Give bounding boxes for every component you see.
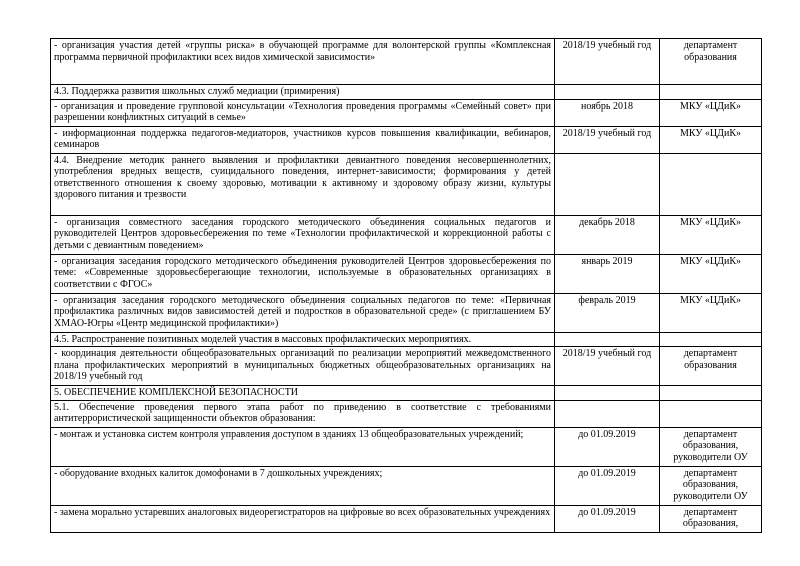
responsible-cell <box>660 85 762 100</box>
table-row <box>51 215 762 254</box>
date-cell: 2018/19 учебный год <box>555 39 660 85</box>
table-row <box>51 293 762 332</box>
date-cell: до 01.09.2019 <box>555 505 660 532</box>
responsible-cell: МКУ «ЦДиК» <box>660 215 762 254</box>
activity-cell: - организация и проведение групповой консультации «Технология проведения программы «Семейный совет» при разрешении конфликтных ситуаций в семье» <box>51 99 555 126</box>
table-row <box>51 126 762 153</box>
date-cell: январь 2019 <box>555 254 660 293</box>
responsible-cell <box>660 153 762 215</box>
activity-cell: - организация совместного заседания городского методического объединения социальных педагогов и руководителей Центров здоровьесбережения по теме «Технологии профилактической и коррекционной работы с детьми с девиантным поведением» <box>51 215 555 254</box>
date-cell <box>555 153 660 215</box>
activity-cell: - координация деятельности общеобразовательных организаций по реализации мероприятий межведомственного плана профилактических мероприятий в муниципальных бюджетных общеобразовательных организациях на 2018/19 учебный год <box>51 347 555 386</box>
table-row <box>51 85 762 100</box>
table-row <box>51 99 762 126</box>
date-cell: ноябрь 2018 <box>555 99 660 126</box>
responsible-cell <box>660 400 762 427</box>
table-row <box>51 505 762 532</box>
table-row <box>51 466 762 505</box>
responsible-cell: департамент образования, руководители ОУ <box>660 466 762 505</box>
date-cell: до 01.09.2019 <box>555 466 660 505</box>
responsible-cell <box>660 386 762 401</box>
responsible-cell: МКУ «ЦДиК» <box>660 126 762 153</box>
responsible-cell: МКУ «ЦДиК» <box>660 254 762 293</box>
section-heading-cell: 4.4. Внедрение методик раннего выявления и профилактики девиантного поведения несовершеннолетних, употребления вредных веществ, суицидального поведения, интернет-зависимости; формирования у детей ответственного отношения к своему здоровью, мотивации к активному и здоровому образу жизни, культуры здорового питания и трезвости <box>51 153 555 215</box>
date-cell <box>555 386 660 401</box>
activity-cell: - организация участия детей «группы риска» в обучающей программе для волонтерской группы «Комплексная программа первичной профилактики всех видов химической зависимости» <box>51 39 555 85</box>
section-heading-cell: 4.3. Поддержка развития школьных служб медиации (примирения) <box>51 85 555 100</box>
table-row <box>51 153 762 215</box>
section-heading-cell: 5.1. Обеспечение проведения первого этапа работ по приведению в соответствие с требованиями антитеррористической защищенности объектов образования: <box>51 400 555 427</box>
date-cell: декабрь 2018 <box>555 215 660 254</box>
activity-cell: - информационная поддержка педагогов-медиаторов, участников курсов повышения квалификации, вебинаров, семинаров <box>51 126 555 153</box>
activity-cell: - оборудование входных калиток домофонами в 7 дошкольных учреждениях; <box>51 466 555 505</box>
responsible-cell: департамент образования, <box>660 505 762 532</box>
responsible-cell: департамент образования <box>660 347 762 386</box>
date-cell: февраль 2019 <box>555 293 660 332</box>
section-heading-cell: 5. ОБЕСПЕЧЕНИЕ КОМПЛЕКСНОЙ БЕЗОПАСНОСТИ <box>51 386 555 401</box>
date-cell <box>555 332 660 347</box>
responsible-cell: МКУ «ЦДиК» <box>660 99 762 126</box>
responsible-cell: департамент образования, руководители ОУ <box>660 427 762 466</box>
responsible-cell <box>660 332 762 347</box>
date-cell: 2018/19 учебный год <box>555 347 660 386</box>
table-row <box>51 254 762 293</box>
table-row <box>51 39 762 85</box>
activity-cell: - монтаж и установка систем контроля управления доступом в зданиях 13 общеобразовательных учреждений; <box>51 427 555 466</box>
activity-cell: - замена морально устаревших аналоговых видеорегистраторов на цифровые во всех образовательных учреждениях <box>51 505 555 532</box>
date-cell: до 01.09.2019 <box>555 427 660 466</box>
table-row <box>51 427 762 466</box>
date-cell <box>555 400 660 427</box>
responsible-cell: МКУ «ЦДиК» <box>660 293 762 332</box>
date-cell: 2018/19 учебный год <box>555 126 660 153</box>
activity-plan-table <box>50 38 762 533</box>
table-row <box>51 386 762 401</box>
section-heading-cell: 4.5. Распространение позитивных моделей участия в массовых профилактических мероприятиях. <box>51 332 555 347</box>
responsible-cell: департамент образования <box>660 39 762 85</box>
date-cell <box>555 85 660 100</box>
table-row <box>51 347 762 386</box>
table-row <box>51 332 762 347</box>
activity-cell: - организация заседания городского методического объединения социальных педагогов по теме: «Первичная профилактика различных видов зависимостей детей и подростков в образовательной среде» (с приглашением БУ ХМАО-Югры «Центр медицинской профилактики») <box>51 293 555 332</box>
table-row <box>51 400 762 427</box>
activity-cell: - организация заседания городского методического объединения руководителей Центров здоровьесбережения по теме: «Современные здоровьесберегающие технологии, используемые в образовательных организациях в соответствии с ФГОС» <box>51 254 555 293</box>
